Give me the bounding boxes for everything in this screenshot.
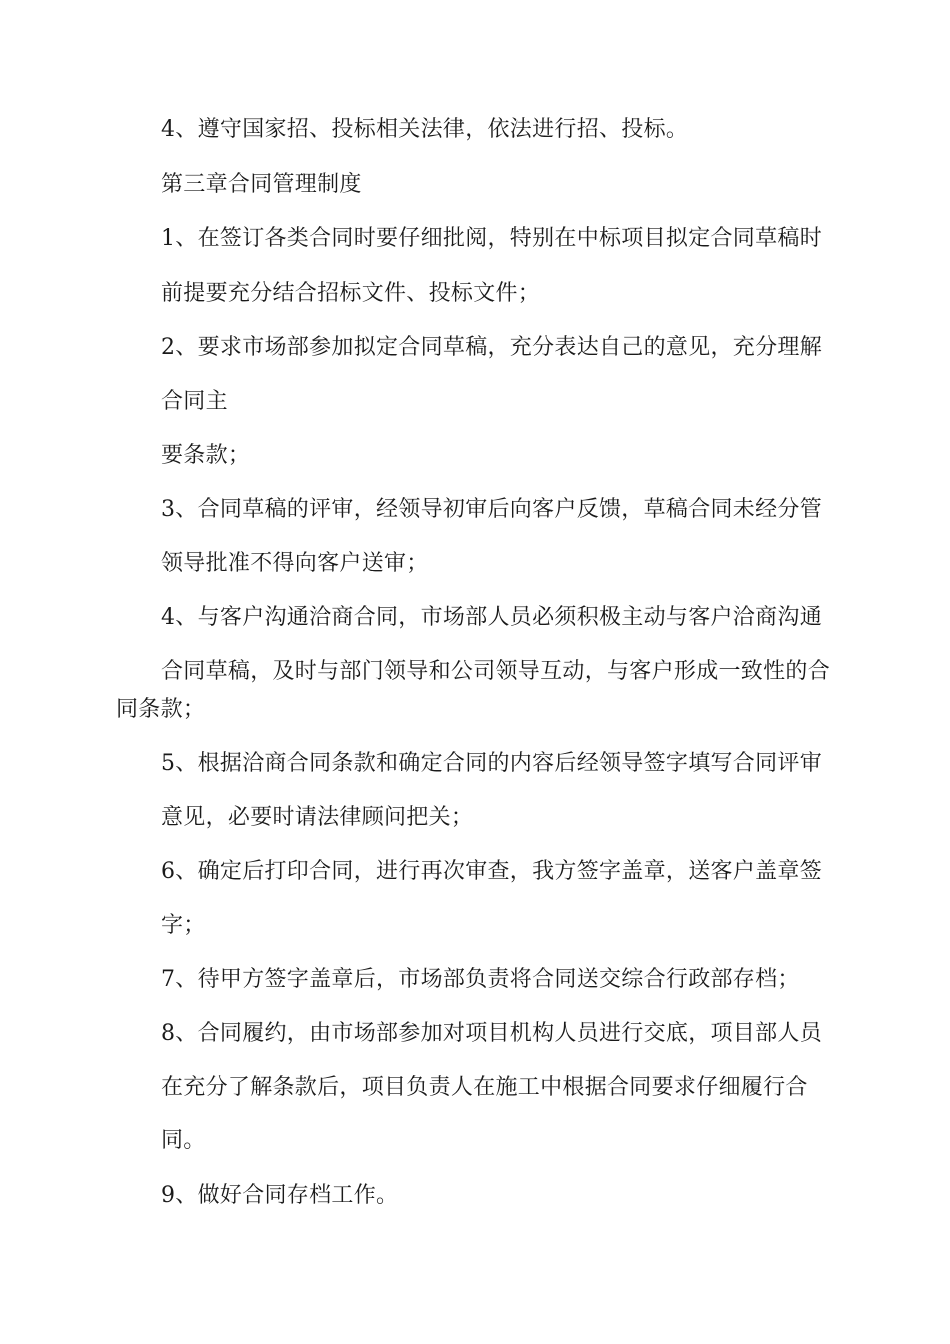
contract-clause-4-line-2: 合同草稿，及时与部门领导和公司领导互动，与客户形成一致性的合 (161, 659, 831, 684)
contract-clause-2-line-3: 要条款； (161, 443, 251, 468)
contract-clause-2-line-2: 合同主 (161, 389, 228, 414)
contract-clause-2-line-1: 2、要求市场部参加拟定合同草稿，充分表达自己的意见，充分理解 (161, 335, 822, 360)
clause-4-bidding-law: 4、遵守国家招、投标相关法律，依法进行招、投标。 (161, 117, 689, 142)
contract-clause-8-line-3: 同。 (161, 1128, 206, 1153)
contract-clause-4-line-3: 同条款； (116, 697, 206, 722)
contract-clause-5-line-1: 5、根据洽商合同条款和确定合同的内容后经领导签字填写合同评审 (161, 751, 822, 776)
contract-clause-6-line-2: 字； (161, 913, 206, 938)
contract-clause-3-line-1: 3、合同草稿的评审，经领导初审后向客户反馈，草稿合同未经分管 (161, 497, 822, 522)
contract-clause-8-line-1: 8、合同履约，由市场部参加对项目机构人员进行交底，项目部人员 (161, 1021, 822, 1046)
contract-clause-1-line-1: 1、在签订各类合同时要仔细批阅，特别在中标项目拟定合同草稿时 (161, 226, 822, 251)
contract-clause-5-line-2: 意见，必要时请法律顾问把关； (161, 805, 474, 830)
contract-clause-7: 7、待甲方签字盖章后，市场部负责将合同送交综合行政部存档； (161, 967, 800, 992)
contract-clause-1-line-2: 前提要充分结合招标文件、投标文件； (161, 281, 541, 306)
contract-clause-8-line-2: 在充分了解条款后，项目负责人在施工中根据合同要求仔细履行合 (161, 1075, 808, 1100)
contract-clause-9: 9、做好合同存档工作。 (161, 1183, 399, 1208)
contract-clause-4-line-1: 4、与客户沟通洽商合同，市场部人员必须积极主动与客户洽商沟通 (161, 605, 822, 630)
chapter-three-heading: 第三章合同管理制度 (161, 172, 362, 197)
contract-clause-6-line-1: 6、确定后打印合同，进行再次审查，我方签字盖章，送客户盖章签 (161, 859, 822, 884)
contract-clause-3-line-2: 领导批准不得向客户送审； (161, 551, 429, 576)
